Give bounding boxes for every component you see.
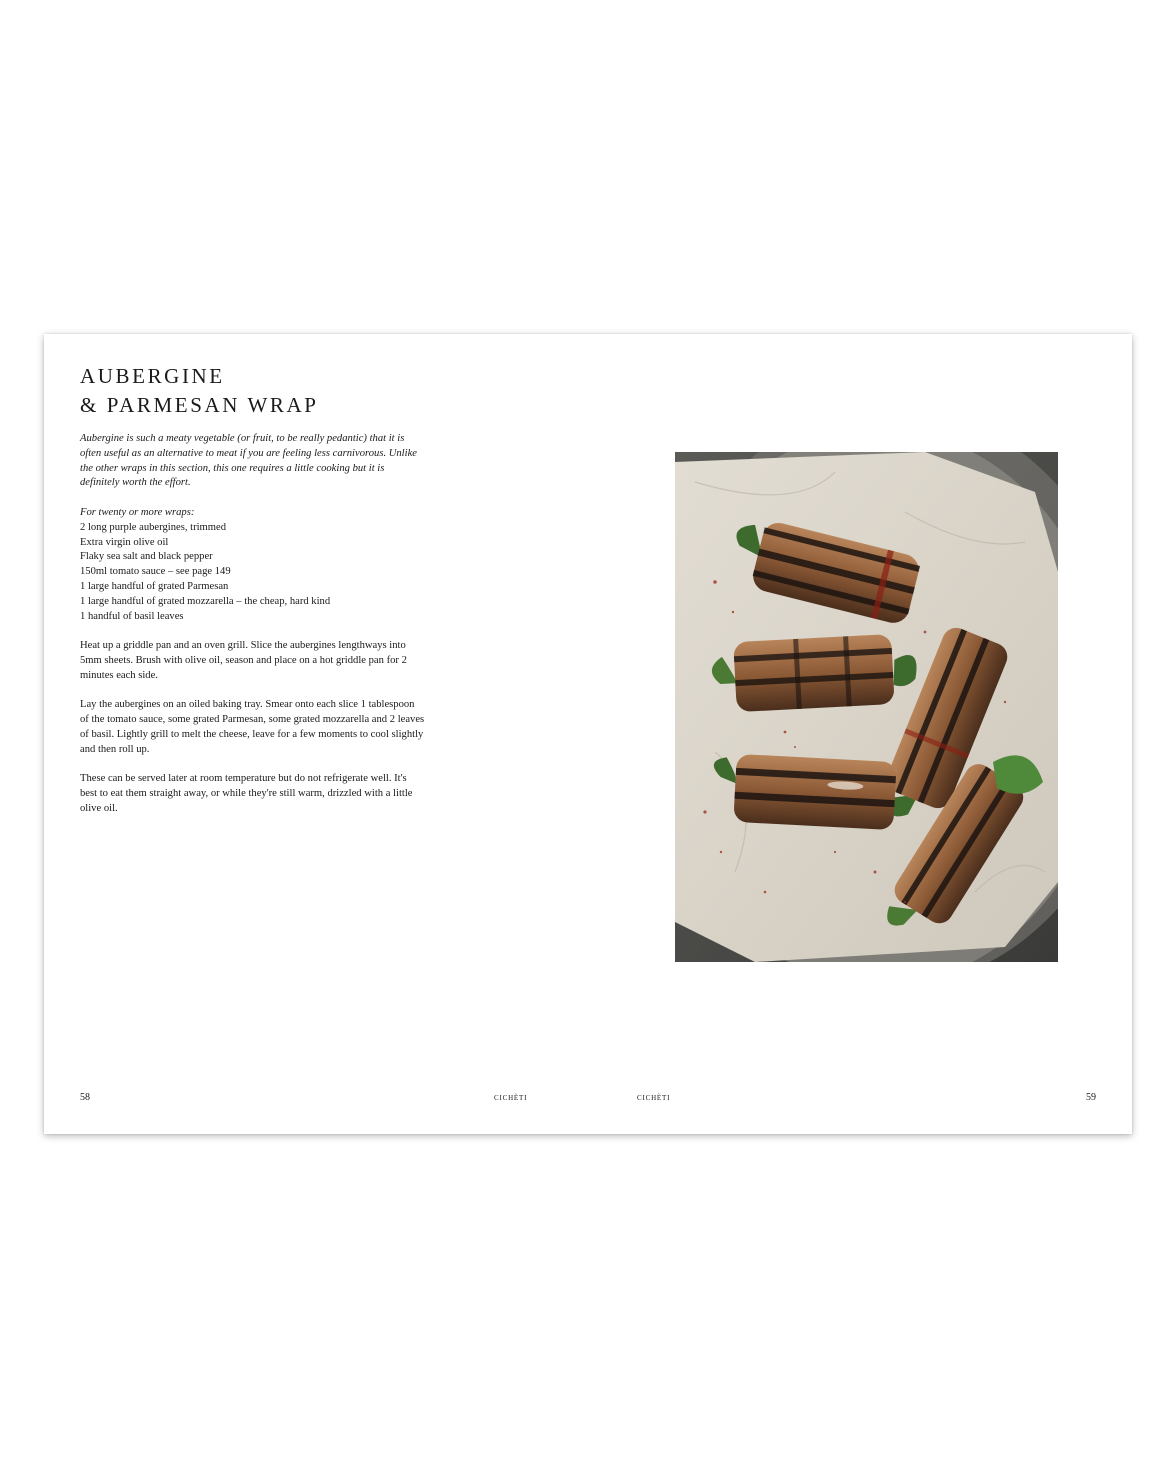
page-number-right: 59: [1086, 1092, 1096, 1103]
book-spread: [44, 334, 1132, 1134]
recipe-photo: [675, 452, 1058, 962]
ingredient-item: 1 large handful of grated mozzarella – the cheap, hard kind: [80, 595, 331, 607]
ingredient-item: Flaky sea salt and black pepper: [80, 551, 213, 563]
ingredient-list: [80, 521, 425, 625]
method-step: Lay the aubergines on an oiled baking tray. Smear onto each slice 1 tablespoon of the tomato sauce, some grated Parmesan, some grated mozzarella and 2 leaves of basil. Lightly grill to melt the cheese, leave for a few moments to cool slightly and then roll up.: [80, 699, 425, 755]
ingredient-item: Extra virgin olive oil: [80, 536, 169, 548]
recipe-text-column: [80, 432, 425, 832]
page-number-left: 58: [80, 1092, 90, 1103]
method-steps: [80, 639, 425, 817]
ingredient-item: 1 large handful of grated Parmesan: [80, 580, 229, 592]
recipe-title-line-2: & PARMESAN WRAP: [80, 393, 319, 417]
aubergine-wraps-photo: [675, 452, 1058, 962]
method-step: These can be served later at room temperature but do not refrigerate well. It's best to eat them straight away, or while they're still warm, drizzled with a little olive oil.: [80, 773, 413, 814]
recipe-title-line-1: AUBERGINE: [80, 364, 225, 388]
ingredient-item: 1 handful of basil leaves: [80, 610, 184, 622]
recipe-title: [80, 362, 319, 420]
ingredient-item: 2 long purple aubergines, trimmed: [80, 521, 227, 533]
recipe-intro: Aubergine is such a meaty vegetable (or fruit, to be really pedantic) that it is often useful as an alternative to meat if you are feeling less carnivorous. Unlike the other wraps in this section, this one requires a little cooking but it is definitely worth the effort.: [80, 433, 417, 489]
ingredient-item: 150ml tomato sauce – see page 149: [80, 566, 231, 578]
method-step: Heat up a griddle pan and an oven grill. Slice the aubergines lengthways into 5mm sheets. Brush with olive oil, season and place on a hot griddle pan for 2 minutes each side.: [80, 640, 407, 681]
recipe-yield: For twenty or more wraps:: [80, 506, 195, 518]
running-footer-left: cichèti: [494, 1092, 528, 1103]
running-footer-right: cichèti: [637, 1092, 671, 1103]
